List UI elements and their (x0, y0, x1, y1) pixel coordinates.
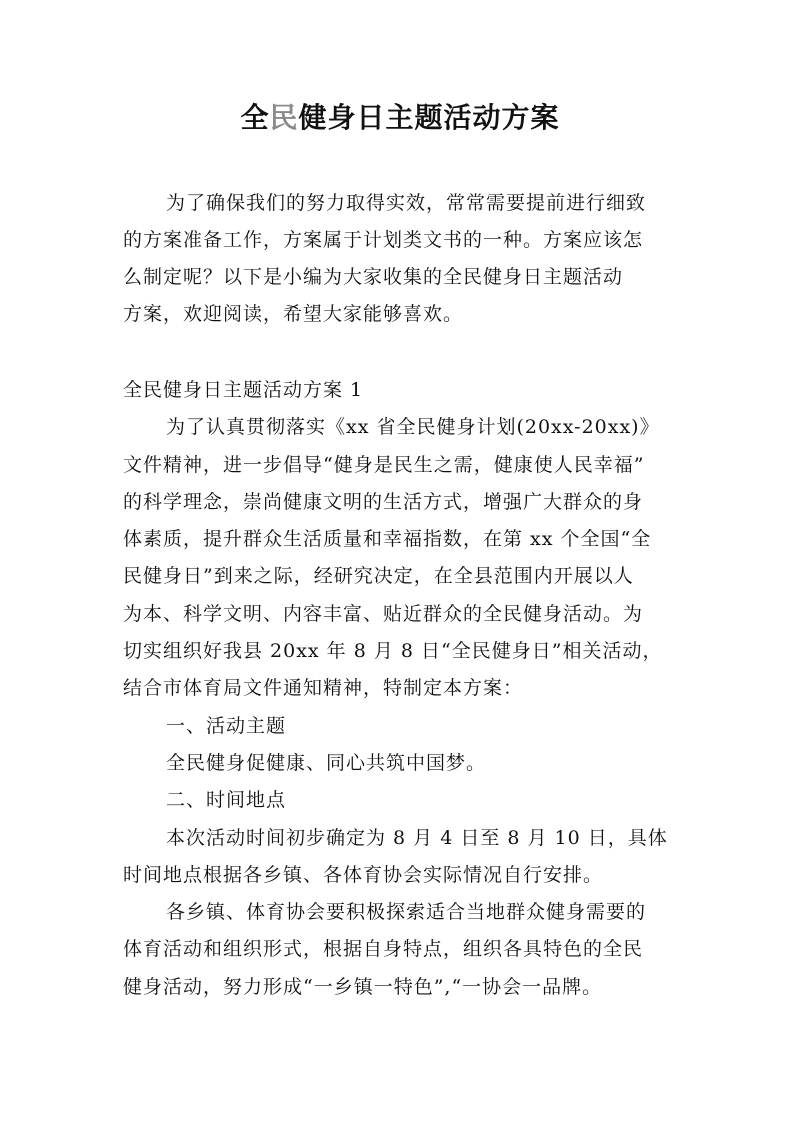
body-line: 结合市体育局文件通知精神，特制定本方案： (123, 677, 524, 700)
intro-line: 方案，欢迎阅读，希望大家能够喜欢。 (123, 303, 464, 325)
intro-line: 为了确保我们的努力取得实效，常常需要提前进行细致 (166, 192, 647, 214)
body-line: 体育活动和组织形式，根据自身特点，组织各具特色的全民 (123, 938, 644, 961)
body-line: 健身活动，努力形成“一乡镇一特色”,“一协会一品牌。 (123, 975, 603, 998)
body-line: 的科学理念，崇尚健康文明的生活方式，增强广大群众的身 (123, 490, 644, 513)
document-title (0, 96, 800, 140)
intro-line: 么制定呢？以下是小编为大家收集的全民健身日主题活动 (123, 266, 624, 288)
body-line: 全民健身促健康、同心共筑中国梦。 (166, 751, 487, 774)
title-part-1: 全 (240, 101, 270, 134)
title-part-3: 健身日主题活动方案 (298, 101, 560, 134)
intro-paragraph (123, 185, 693, 333)
section-heading: 全民健身日主题活动方案 1 (123, 379, 364, 401)
title-part-2: 民 (269, 101, 299, 134)
intro-line: 的方案准备工作，方案属于计划类文书的一种。方案应该怎 (123, 229, 644, 251)
body-line: 本次活动时间初步确定为 8 月 4 日至 8 月 10 日，具体 (166, 826, 668, 849)
body-line: 切实组织好我县 20xx 年 8 月 8 日“全民健身日”相关活动， (123, 640, 663, 663)
body-line: 时间地点根据各乡镇、各体育协会实际情况自行安排。 (123, 863, 604, 886)
subheading-theme: 一、活动主题 (166, 714, 287, 737)
section-1 (123, 372, 693, 1006)
subheading-time-place: 二、时间地点 (166, 789, 287, 812)
body-line: 体素质，提升群众生活质量和幸福指数，在第 xx 个全国“全 (123, 528, 652, 551)
body-line: 民健身日”到来之际，经研究决定，在全县范围内开展以人 (123, 565, 634, 588)
body-line: 为了认真贯彻落实《xx 省全民健身计划(20xx-20xx)》 (166, 416, 660, 439)
body-line: 各乡镇、体育协会要积极探索适合当地群众健身需要的 (166, 901, 647, 924)
body-line: 为本、科学文明、内容丰富、贴近群众的全民健身活动。为 (123, 602, 644, 625)
body-line: 文件精神，进一步倡导“健身是民生之需，健康使人民幸福” (123, 453, 645, 476)
